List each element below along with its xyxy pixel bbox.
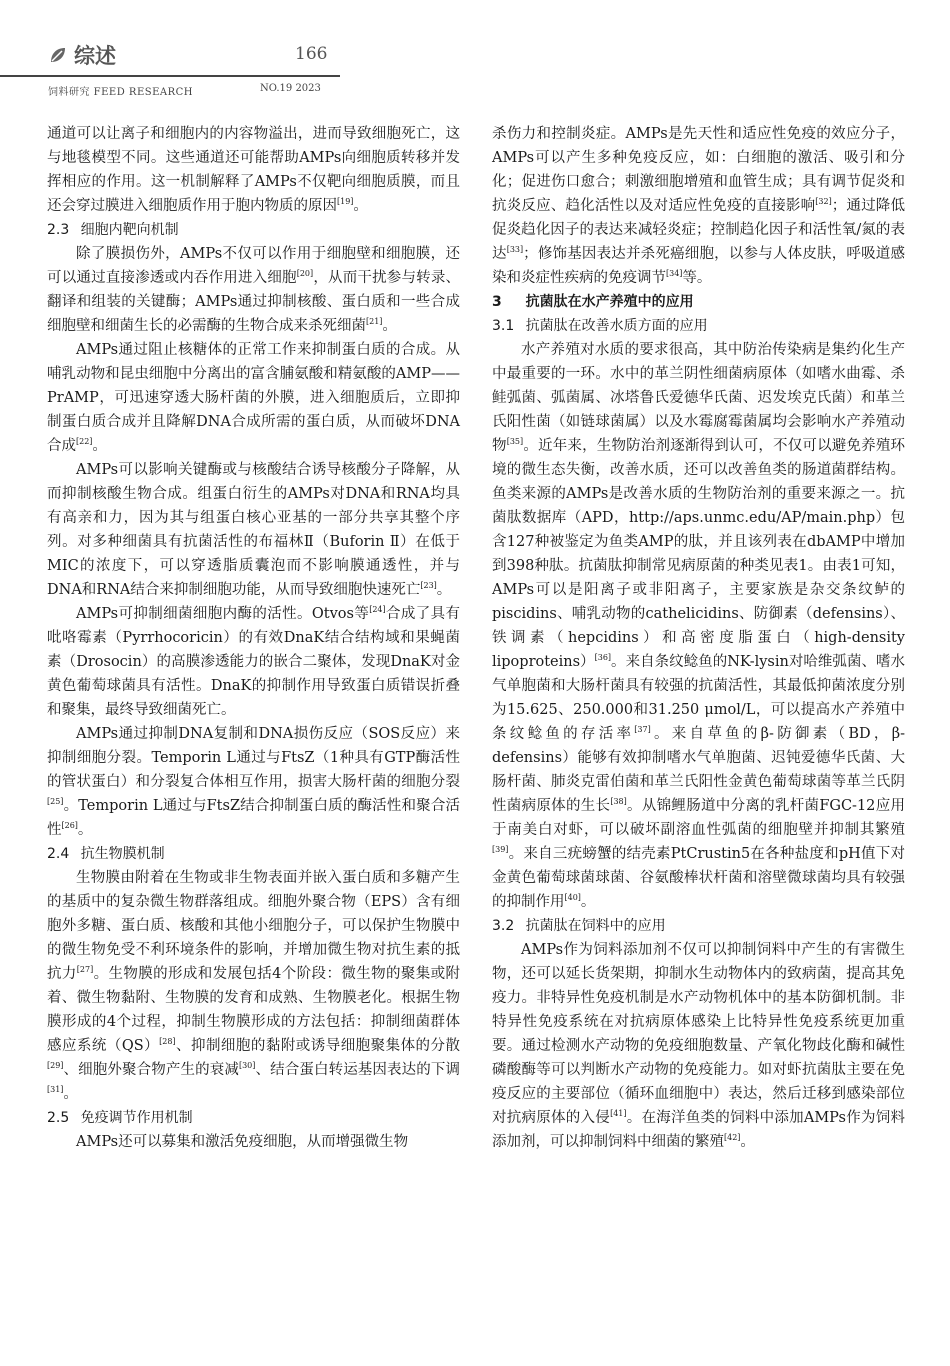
text: 。在海洋鱼类的饲料中添加AMPs作为饲料添加剂，可以抑制饲料中细菌的繁殖 bbox=[492, 1110, 906, 1150]
text: 。来自条纹鲶鱼的NK-lysin对哈维弧菌、嗜水气单胞菌和大肠杆菌具有较强的抗菌活性，其最低抑菌浓度分别为15.625、250.000和31.250 μmol/L，可以提高水产养殖中条纹鲶鱼的存活率 bbox=[492, 654, 906, 742]
heading-number: 2.3 bbox=[47, 222, 70, 238]
citation[interactable]: [35] bbox=[506, 437, 524, 446]
citation[interactable]: [37] bbox=[634, 725, 651, 734]
section-heading-2-5 bbox=[47, 1106, 460, 1130]
citation[interactable]: [24] bbox=[369, 605, 386, 614]
text: 、抑制细胞的黏附或诱导细胞聚集体的分散 bbox=[175, 1038, 460, 1054]
text: ；通过降低促炎趋化因子的表达来减轻炎症；控制趋化因子和活性氧/氮的表达 bbox=[492, 198, 905, 262]
page-number: 166 bbox=[295, 44, 328, 64]
citation[interactable]: [40] bbox=[564, 893, 581, 902]
text: 除了膜损伤外，AMPs不仅可以作用于细胞壁和细胞膜，还可以通过直接渗透或内吞作用进入细胞 bbox=[47, 246, 460, 286]
citation[interactable]: [26] bbox=[61, 821, 78, 830]
heading-text: 细胞内靶向机制 bbox=[80, 222, 179, 238]
heading-number: 2.5 bbox=[47, 1110, 70, 1126]
text: 水产养殖对水质的要求很高，其中防治传染病是集约化生产中最重要的一环。水中的革兰阴性细菌病原体（如嗜水曲霉、杀鲑弧菌、弧菌属、冰塔鲁氏爱德华氏菌、迟发埃克氏菌）和革兰氏阳性菌（如链球菌属）以及水霉腐霉菌属均会影响水产养殖动物 bbox=[492, 342, 905, 454]
paragraph bbox=[47, 722, 460, 842]
text: AMPs作为饲料添加剂不仅可以抑制饲料中产生的有害微生物，还可以延长货架期，抑制水生动物体内的致病菌，提高其免疫力。非特异性免疫机制是水产动物机体中的基本防御机制。非特异性免疫系统在对抗病原体感染上比特异性免疫系统更加重要。通过检测水产动物的免疫细胞数量、产氧化物歧化酶和碱性磷酸酶等可以判断水产动物的免疫能力。如对虾抗菌肽主要在免疫反应的主要部位（循环血细胞中）表达，然后迁移到感染部位对抗病原体的入侵 bbox=[492, 942, 905, 1126]
heading-number: 2.4 bbox=[47, 846, 70, 862]
right-column bbox=[492, 122, 905, 1154]
text: 、细胞外聚合物产生的衰减 bbox=[63, 1062, 239, 1078]
text: 。 bbox=[382, 318, 397, 334]
paragraph bbox=[47, 602, 460, 722]
paragraph bbox=[47, 338, 460, 458]
text: ，从而干扰参与转录、翻译和组装的关键酶；AMPs通过抑制核酸、蛋白质和一些合成细胞壁和细菌生长的必需酶的生物合成来杀死细菌 bbox=[47, 270, 461, 334]
citation[interactable]: [30] bbox=[238, 1061, 256, 1070]
heading-text: 免疫调节作用机制 bbox=[80, 1110, 193, 1126]
citation[interactable]: [38] bbox=[610, 797, 627, 806]
citation[interactable]: [33] bbox=[506, 245, 524, 254]
left-column bbox=[47, 122, 460, 1154]
text: 。 bbox=[580, 894, 596, 910]
paragraph bbox=[47, 242, 460, 338]
text: 。 bbox=[63, 1086, 78, 1102]
text: 合成了具有吡咯霉素（Pyrrhocoricin）的有效DnaK结合结构域和果蝇菌素（Drosocin）的高膜渗透能力的嵌合二聚体，发现DnaK对金黄色葡萄球菌具有活性。DnaK的抑制作用导致蛋白质错误折叠和聚集，最终导致细菌死亡。 bbox=[47, 606, 460, 718]
citation[interactable]: [20] bbox=[296, 269, 314, 278]
header-rule bbox=[0, 75, 340, 77]
text: 等。 bbox=[682, 270, 712, 286]
text: AMPs可以影响关键酶或与核酸结合诱导核酸分子降解，从而抑制核酸生物合成。组蛋白衍生的AMPs对DNA和RNA均具有高亲和力，因为其与组蛋白核心亚基的一部分共享其整个序列。对多种细菌具有抗菌活性的布福林Ⅱ（Buforin Ⅱ）在低于MIC的浓度下，可以穿透脂质囊泡而不影响膜通透性，并与DNA和RNA结合来抑制细胞功能，从而导致细胞快速死亡 bbox=[47, 462, 460, 598]
citation[interactable]: [36] bbox=[594, 653, 612, 662]
citation[interactable]: [19] bbox=[337, 197, 354, 206]
page-header bbox=[0, 0, 950, 110]
leaf-icon bbox=[48, 45, 68, 65]
text: AMPs还可以募集和激活免疫细胞，从而增强微生物 bbox=[76, 1134, 409, 1150]
citation[interactable]: [22] bbox=[76, 437, 93, 446]
paragraph bbox=[47, 1130, 460, 1154]
text: 。Temporin L通过与FtsZ结合抑制蛋白质的酶活性和聚合活性 bbox=[47, 798, 460, 838]
paragraph bbox=[492, 338, 905, 914]
text: 。来自三疣螃蟹的结壳素PtCrustin5在各种盐度和pH值下对金黄色葡萄球菌球菌、谷氨酸棒状杆菌和溶壁微球菌均具有较强的抑制作用 bbox=[492, 846, 905, 910]
text: AMPs通过抑制DNA复制和DNA损伤反应（SOS反应）来抑制细胞分裂。Temporin L通过与FtsZ（1种具有GTP酶活性的管状蛋白）和分裂复合体相互作用，损害大肠杆菌的细胞分裂 bbox=[47, 726, 460, 790]
citation[interactable]: [25] bbox=[47, 797, 64, 806]
citation[interactable]: [42] bbox=[724, 1133, 741, 1142]
text: AMPs可抑制细菌细胞内酶的活性。Otvos等 bbox=[76, 606, 370, 622]
heading-number: 3 bbox=[492, 294, 502, 310]
heading-text: 抗生物膜机制 bbox=[80, 846, 165, 862]
section-tag bbox=[48, 40, 116, 70]
paragraph bbox=[47, 866, 460, 1106]
text: 。 bbox=[436, 582, 452, 598]
heading-text: 抗菌肽在改善水质方面的应用 bbox=[525, 318, 708, 334]
section-heading-3-2 bbox=[492, 914, 905, 938]
text: 杀伤力和控制炎症。AMPs是先天性和适应性免疫的效应分子，AMPs可以产生多种免疫反应，如：白细胞的激活、吸引和分化；促进伤口愈合；刺激细胞增殖和血管生成；具有调节促炎和抗炎反应、趋化活性以及对适应性免疫的直接影响 bbox=[492, 126, 905, 214]
heading-text: 抗菌肽在饲料中的应用 bbox=[525, 918, 666, 934]
citation[interactable]: [31] bbox=[47, 1085, 64, 1094]
citation[interactable]: [41] bbox=[610, 1109, 627, 1118]
citation[interactable]: [21] bbox=[366, 317, 383, 326]
citation[interactable]: [27] bbox=[76, 965, 94, 974]
citation[interactable]: [32] bbox=[815, 197, 832, 206]
section-heading-3 bbox=[492, 290, 905, 314]
text: 。生物膜的形成和发展包括4个阶段：微生物的聚集或附着、微生物黏附、生物膜的发育和成熟、生物膜老化。根据生物膜形成的4个过程，抑制生物膜形成的方法包括：抑制细菌群体感应系统（QS） bbox=[47, 966, 461, 1054]
text: 。 bbox=[92, 438, 107, 454]
paragraph bbox=[492, 122, 905, 290]
text: 。来自草鱼的β-防御素（BD，β-defensins）能够有效抑制嗜水气单胞菌、迟钝爱德华氏菌、大肠杆菌、肺炎克雷伯菌和革兰氏阳性金黄色葡萄球菌等革兰氏阴性菌病原体的生长 bbox=[492, 726, 905, 814]
paragraph bbox=[47, 122, 460, 218]
heading-number: 3.2 bbox=[492, 918, 515, 934]
citation[interactable]: [39] bbox=[492, 845, 509, 854]
text: 。 bbox=[77, 822, 93, 838]
text: ；修饰基因表达并杀死癌细胞，以参与人体皮肤，呼吸道感染和炎症性疾病的免疫调节 bbox=[492, 246, 906, 286]
journal-name: 饲料研究 FEED RESEARCH bbox=[48, 87, 194, 98]
text: 。近年来，生物防治剂逐渐得到认可，不仅可以避免养殖环境的微生态失衡，改善水质，还可以改善鱼类的肠道菌群结构。鱼类来源的AMPs是改善水质的生物防治剂的重要来源之一。抗菌肽数据库（APD，http://aps.unmc.edu/AP/main.php）包含127种被鉴定为鱼类AMP的肽，并且该列表在dbAMP中增加到398种肽。抗菌肽抑制常见病原菌的种类见表1。由表1可知，AMPs可以是阳离子或非阳离子，主要家族是杂交条纹鲈的piscidins、哺乳动物的cathelicidins、防御素（defensins）、铁调素（hepcidins）和高密度脂蛋白（high-density lipoproteins） bbox=[492, 438, 906, 670]
citation[interactable]: [28] bbox=[159, 1037, 176, 1046]
paragraph bbox=[492, 938, 905, 1154]
section-title: 综述 bbox=[74, 44, 116, 68]
heading-number: 3.1 bbox=[492, 318, 515, 334]
issue-number: NO.19 2023 bbox=[260, 83, 321, 94]
citation[interactable]: [29] bbox=[47, 1061, 64, 1070]
text: 。从锦鲤肠道中分离的乳杆菌FGC-12应用于南美白对虾，可以破坏副溶血性弧菌的细胞壁并抑制其繁殖 bbox=[492, 798, 905, 838]
text: 生物膜由附着在生物或非生物表面并嵌入蛋白质和多糖产生的基质中的复杂微生物群落组成。细胞外聚合物（EPS）含有细胞外多糖、蛋白质、核酸和其他小细胞分子，可以保护生物膜中的微生物免受不利环境条件的影响，并增加微生物对抗生素的抵抗力 bbox=[47, 870, 460, 982]
citation[interactable]: [23] bbox=[420, 581, 437, 590]
paragraph bbox=[47, 458, 460, 602]
text: 。 bbox=[353, 198, 368, 214]
text: 通道可以让离子和细胞内的内容物溢出，进而导致细胞死亡，这与地毯模型不同。这些通道还可能帮助AMPs向细胞质转移并发挥相应的作用。这一机制解释了AMPs不仅靶向细胞质膜，而且还会穿过膜进入细胞质作用于胞内物质的原因 bbox=[47, 126, 460, 214]
citation[interactable]: [34] bbox=[666, 269, 683, 278]
section-heading-3-1 bbox=[492, 314, 905, 338]
section-heading-2-3 bbox=[47, 218, 460, 242]
text: 、结合蛋白转运基因表达的下调 bbox=[255, 1062, 461, 1078]
text: AMPs通过阻止核糖体的正常工作来抑制蛋白质的合成。从哺乳动物和昆虫细胞中分离出的富含脯氨酸和精氨酸的AMP——PrAMP，可迅速穿透大肠杆菌的外膜，进入细胞质后，立即抑制蛋白质合成并且降解DNA合成所需的蛋白质，从而破坏DNA合成 bbox=[47, 342, 460, 454]
section-heading-2-4 bbox=[47, 842, 460, 866]
heading-text: 抗菌肽在水产养殖中的应用 bbox=[525, 294, 694, 310]
text: 。 bbox=[740, 1134, 755, 1150]
